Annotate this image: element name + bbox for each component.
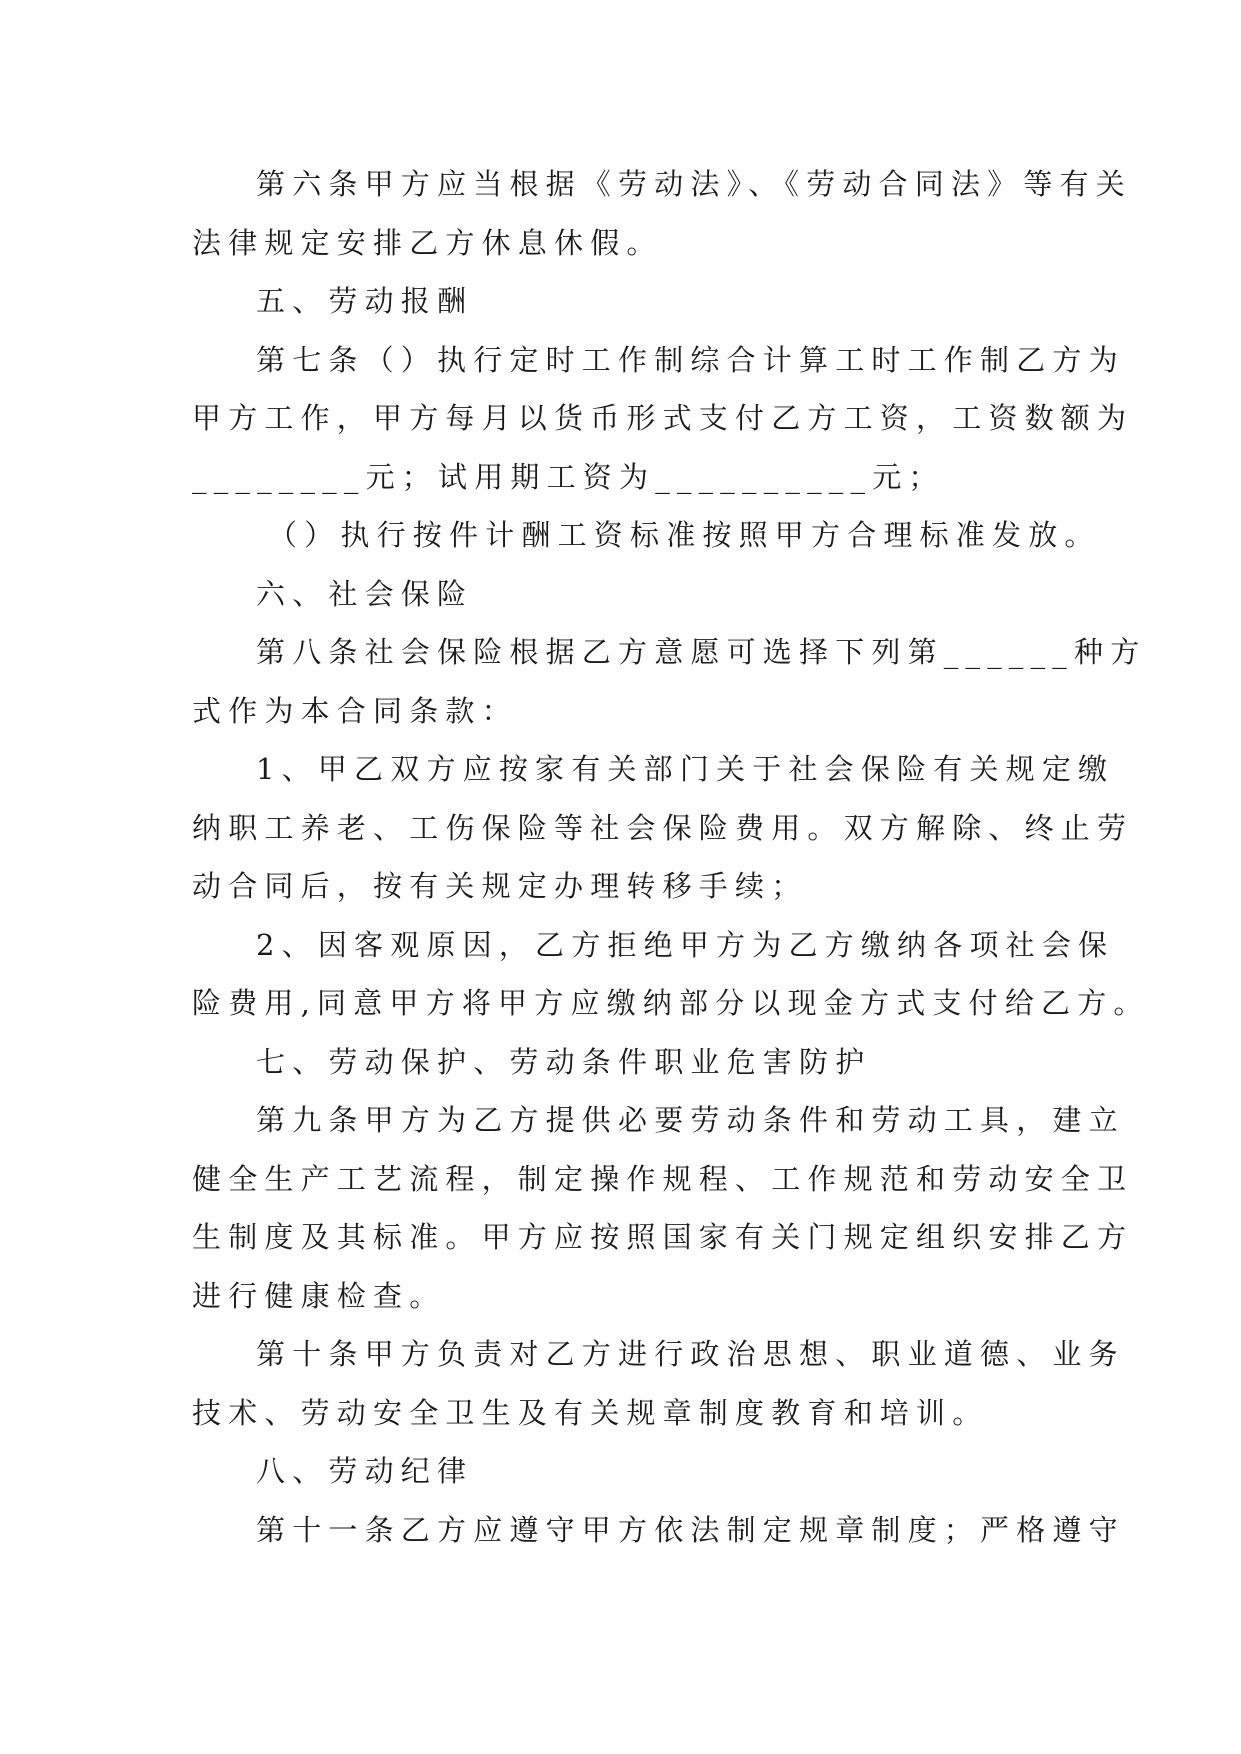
section-6-heading: 六、社会保险: [256, 576, 474, 611]
article-10-line-1: 第十条甲方负责对乙方进行政治思想、职业道德、业务: [256, 1337, 1125, 1371]
article-6-line-1: 第六条甲方应当根据《劳动法》、《劳动合同法》等有关: [256, 167, 1133, 201]
clause-1-line-2: 纳职工养老、工伤保险等社会保险费用。双方解除、终止劳: [192, 810, 1134, 845]
article-9-line-1: 第九条甲方为乙方提供必要劳动条件和劳动工具，建立: [256, 1103, 1125, 1137]
article-11-line-1: 第十一条乙方应遵守甲方依法制定规章制度；严格遵守: [256, 1512, 1125, 1547]
article-8-line-2: 式作为本合同条款：: [192, 693, 518, 728]
section-5-heading: 五、劳动报酬: [256, 284, 474, 318]
article-9-line-3: 生制度及其标准。甲方应按照国家有关门规定组织安排乙方: [192, 1220, 1134, 1254]
section-7-heading: 七、劳动保护、劳动条件职业危害防护: [256, 1044, 872, 1079]
article-9-line-4: 进行健康检查。: [192, 1278, 446, 1313]
article-7-line-3: ________元；试用期工资为__________元；: [192, 459, 945, 494]
article-7-line-2: 甲方工作，甲方每月以货币形式支付乙方工资，工资数额为: [192, 401, 1134, 435]
article-6-line-2: 法律规定安排乙方休息休假。: [192, 225, 663, 260]
article-7-option-2: （）执行按件计酬工资标准按照甲方合理标准发放。: [268, 518, 1101, 552]
article-7-line-1: 第七条（）执行定时工作制综合计算工时工作制乙方为: [256, 342, 1125, 377]
article-10-line-2: 技术、劳动安全卫生及有关规章制度教育和培训。: [192, 1395, 989, 1430]
section-8-heading: 八、劳动纪律: [256, 1454, 474, 1488]
article-8-line-1: 第八条社会保险根据乙方意愿可选择下列第______种方: [256, 635, 1147, 669]
clause-2-line-2: 险费用,同意甲方将甲方应缴纳部分以现金方式支付给乙方。: [192, 986, 1150, 1020]
article-9-line-2: 健全生产工艺流程，制定操作规程、工作规范和劳动安全卫: [192, 1161, 1134, 1196]
clause-2-line-1: 2、因客观原因，乙方拒绝甲方为乙方缴纳各项社会保: [256, 927, 1115, 962]
clause-1-line-1: 1、甲乙双方应按家有关部门关于社会保险有关规定缴: [256, 752, 1115, 786]
clause-1-line-3: 动合同后，按有关规定办理转移手续；: [192, 869, 808, 903]
